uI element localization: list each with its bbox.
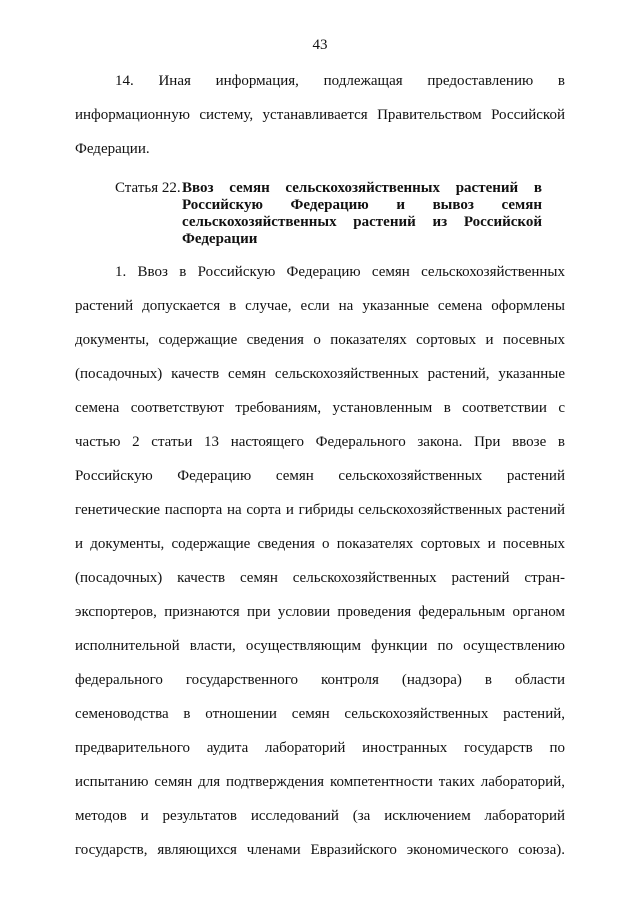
paragraph-line: (посадочных) качеств семян сельскохозяйственных растений, указанные [75, 366, 565, 382]
paragraph-1 [75, 263, 565, 859]
paragraph-line: экспортеров, признаются при условии проведения федеральным органом [75, 604, 565, 620]
article-title-line: сельскохозяйственных растений из Российской [182, 214, 542, 230]
paragraph-line: федерального государственного контроля (надзора) в области [75, 672, 565, 688]
paragraph-line: документы, содержащие сведения о показателях сортовых и посевных [75, 332, 565, 348]
article-title-line: Ввоз семян сельскохозяйственных растений в [182, 180, 542, 196]
paragraph-line: Федерации. [75, 141, 150, 157]
paragraph-line: 1. Ввоз в Российскую Федерацию семян сельскохозяйственных [115, 264, 565, 280]
article-number: Статья 22. [115, 180, 181, 196]
paragraph-line: 14. Иная информация, подлежащая предоставлению в [115, 73, 565, 89]
paragraph-line: растений допускается в случае, если на указанные семена оформлены [75, 298, 565, 314]
paragraph-14 [75, 72, 565, 158]
paragraph-line: информационную систему, устанавливается Правительством Российской [75, 107, 565, 123]
paragraph-line: методов и результатов исследований (за исключением лабораторий [75, 808, 565, 824]
paragraph-line: (посадочных) качеств семян сельскохозяйственных растений стран- [75, 570, 565, 586]
article-title-line: Российскую Федерацию и вывоз семян [182, 197, 542, 213]
paragraph-line: и документы, содержащие сведения о показателях сортовых и посевных [75, 536, 565, 552]
paragraph-line: семена соответствуют требованиям, установленным в соответствии с [75, 400, 565, 416]
page-number: 43 [312, 37, 328, 53]
paragraph-line: государств, являющихся членами Евразийского экономического союза). [75, 842, 565, 858]
paragraph-line: генетические паспорта на сорта и гибриды сельскохозяйственных растений [75, 502, 565, 518]
paragraph-line: исполнительной власти, осуществляющим функции по осуществлению [75, 638, 565, 654]
paragraph-line: испытанию семян для подтверждения компетентности таких лабораторий, [75, 774, 565, 790]
paragraph-line: частью 2 статьи 13 настоящего Федерального закона. При ввозе в [75, 434, 565, 450]
article-title-line: Федерации [182, 231, 258, 247]
paragraph-line: предварительного аудита лабораторий иностранных государств по [75, 740, 565, 756]
paragraph-line: семеноводства в отношении семян сельскохозяйственных растений, [75, 706, 565, 722]
article-title [182, 180, 542, 248]
paragraph-line: Российскую Федерацию семян сельскохозяйственных растений [75, 468, 565, 484]
